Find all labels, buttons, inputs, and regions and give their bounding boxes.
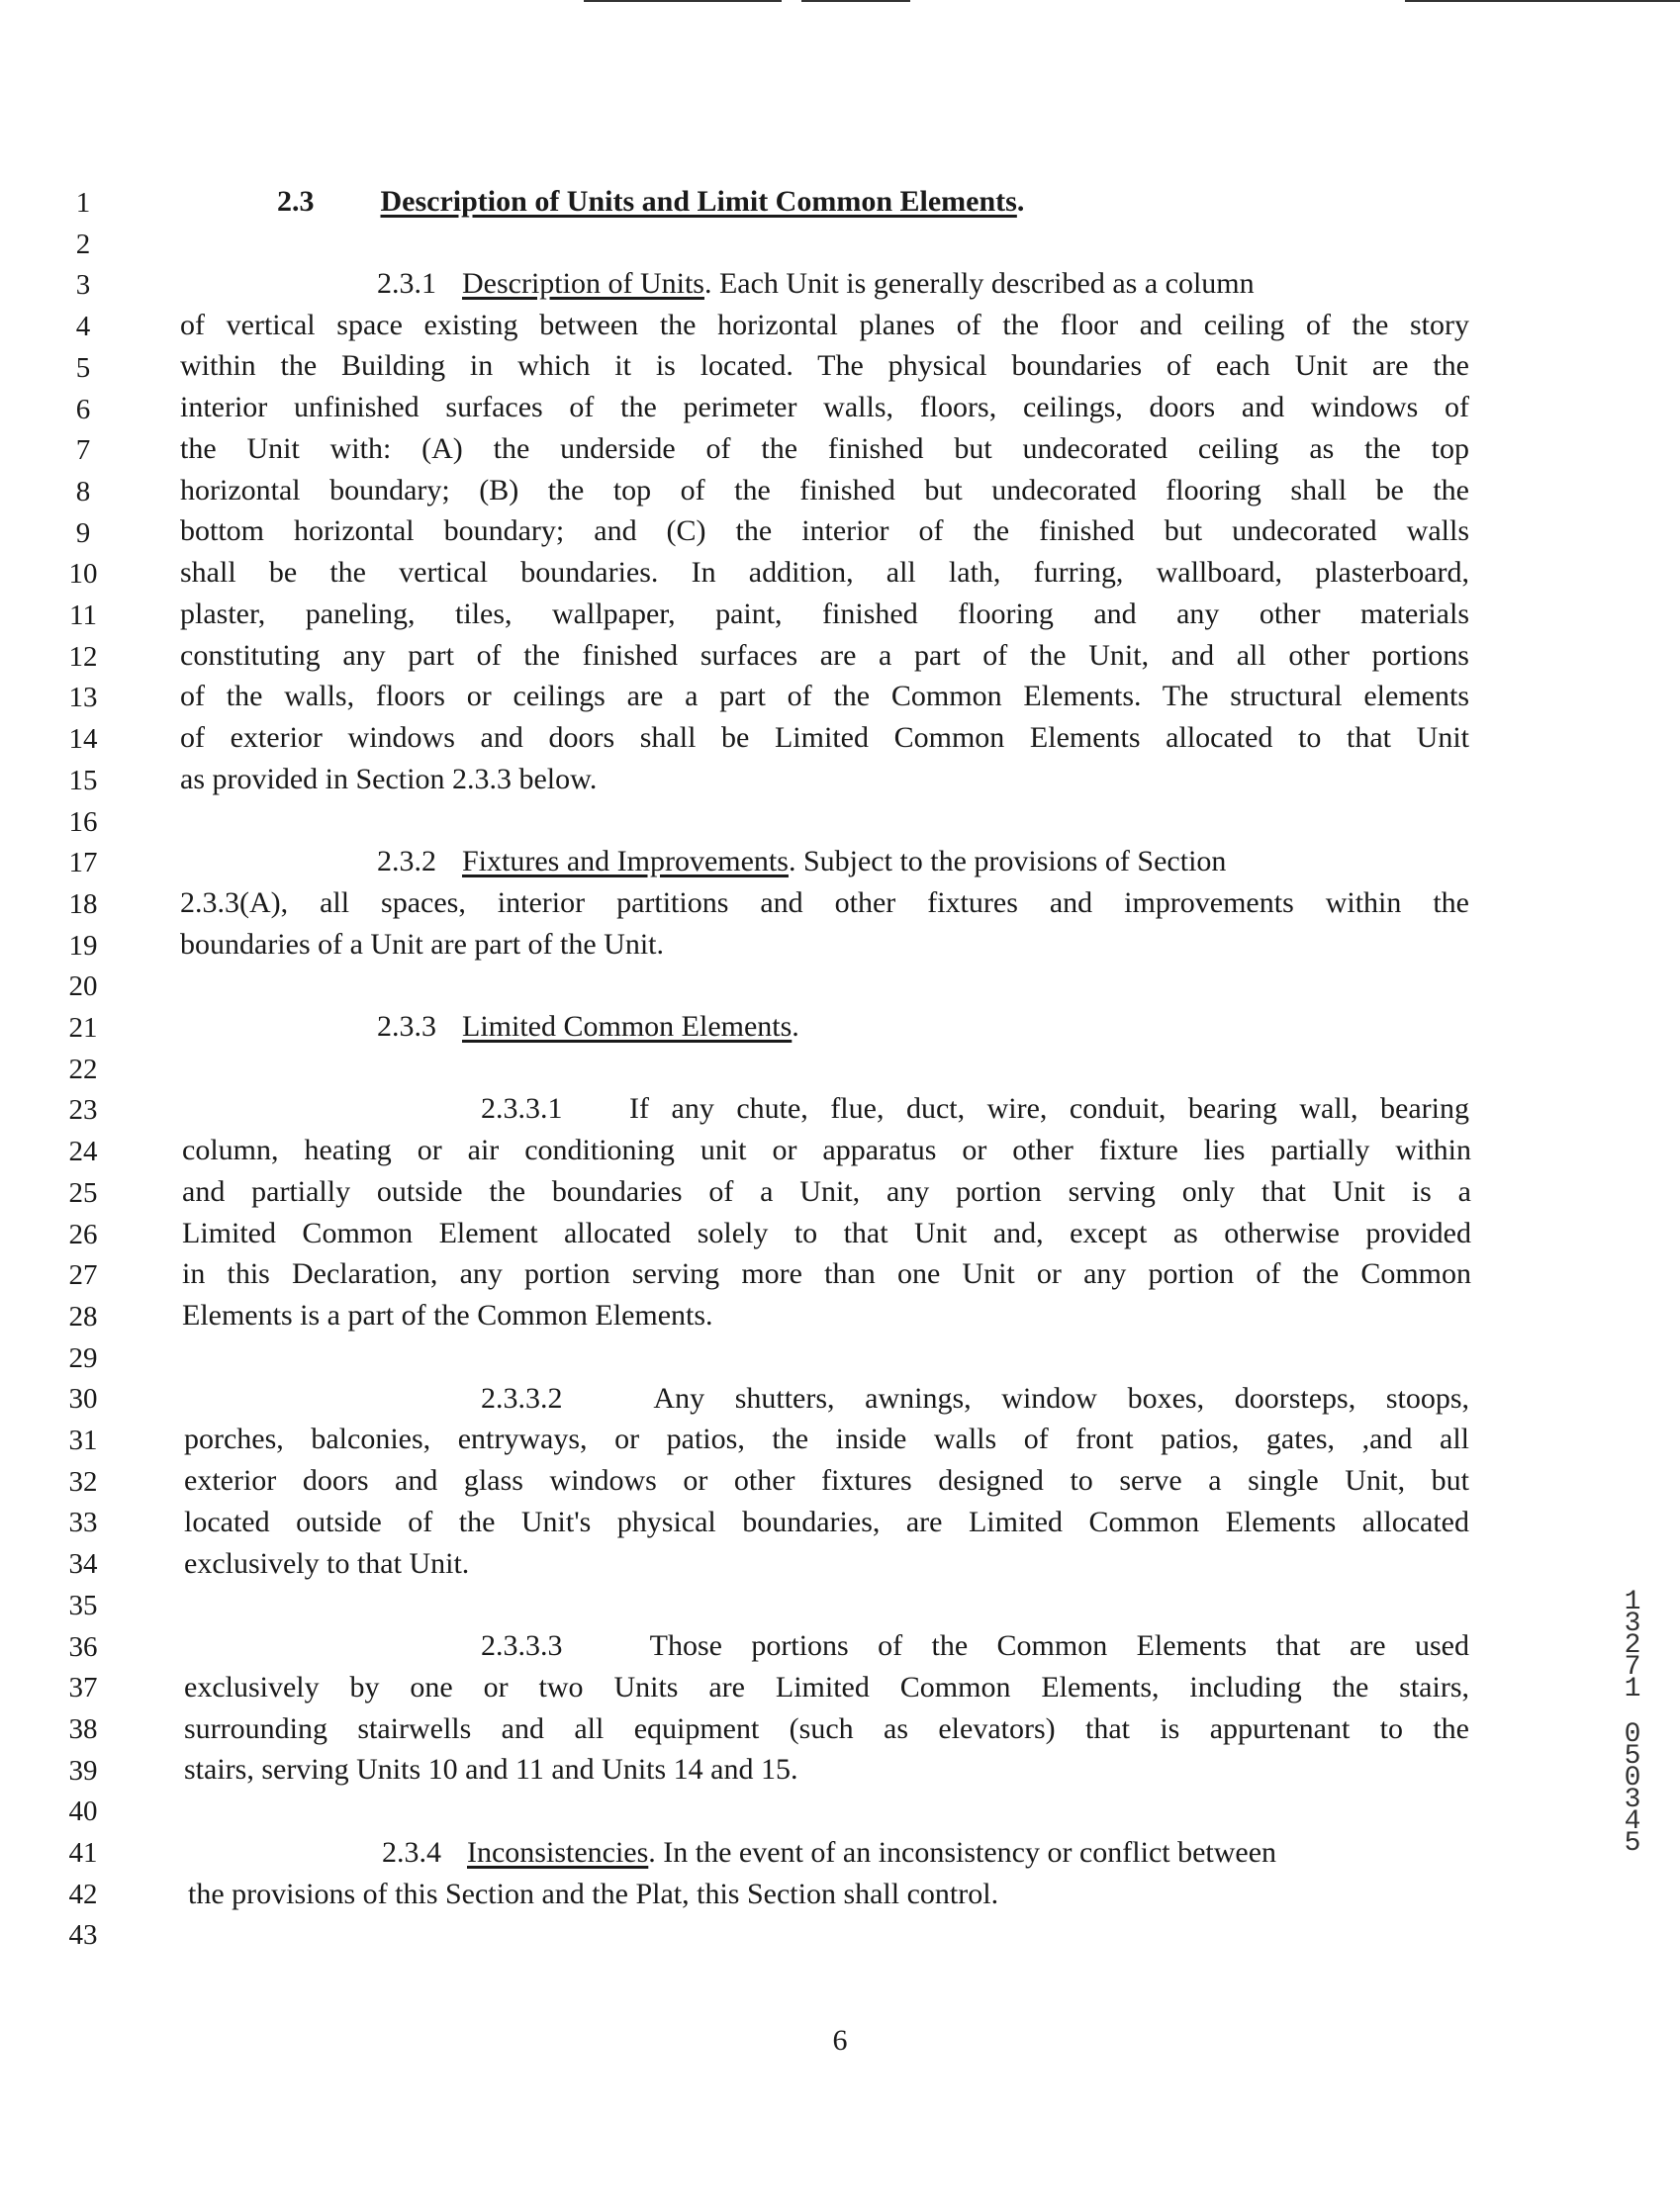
line-number: 4: [75, 311, 91, 342]
s2333-first-line: [481, 1630, 1469, 1662]
line-number: 1: [75, 187, 91, 219]
s231-line: bottom horizontal boundary; and (C) the interior of the finished but undecorated walls: [180, 514, 1469, 547]
line-number: 39: [68, 1755, 98, 1787]
s2331-line: Limited Common Element allocated solely to that Unit and, except as otherwise provided: [182, 1217, 1471, 1249]
line-number: 12: [68, 641, 98, 673]
line-number: 15: [68, 765, 98, 796]
line-number: 42: [68, 1879, 98, 1910]
s2331-first-line: [481, 1093, 1469, 1125]
line-number: 40: [68, 1796, 98, 1827]
heading-period: .: [1016, 185, 1025, 218]
s2332-line: exterior doors and glass windows or other fixtures designed to serve a single Unit, but: [184, 1464, 1469, 1497]
heading-number: 2.3: [277, 185, 315, 218]
line-number: 27: [68, 1259, 98, 1291]
s232-first-text: . Subject to the provisions of Section: [788, 845, 1227, 877]
line-number: 21: [68, 1012, 98, 1044]
top-scan-edge: [0, 0, 1680, 4]
line-number: 43: [68, 1919, 98, 1951]
line-number: 22: [68, 1054, 98, 1085]
stamp-digit: 4: [1624, 1806, 1641, 1837]
line-number: 11: [69, 599, 97, 631]
line-number: 9: [75, 517, 91, 549]
line-number: 3: [75, 269, 91, 301]
s232-last-line: boundaries of a Unit are part of the Unit.: [180, 928, 665, 961]
s231-line: interior unfinished surfaces of the perimeter walls, floors, ceilings, doors and windows of: [180, 391, 1469, 423]
s2331-last-line: Elements is a part of the Common Elements.: [182, 1299, 713, 1332]
line-number: 25: [68, 1177, 98, 1209]
line-number: 7: [75, 434, 91, 466]
stamp-digit: 7: [1624, 1652, 1641, 1683]
line-number: 36: [68, 1631, 98, 1663]
s233-title: Limited Common Elements: [462, 1010, 793, 1043]
s2331-line: and partially outside the boundaries of a Unit, any portion serving only that Unit is a: [182, 1175, 1471, 1208]
s2333-line: surrounding stairwells and all equipment (such as elevators) that is appurtenant to the: [184, 1712, 1469, 1745]
s234-first-text: . In the event of an inconsistency or conflict between: [648, 1836, 1277, 1869]
section-heading: [277, 186, 1566, 218]
s234-number: 2.3.4: [382, 1836, 441, 1869]
s232-first-line: [377, 846, 1469, 877]
s231-line: the Unit with: (A) the underside of the finished but undecorated ceiling as the top: [180, 432, 1469, 465]
s231-title: Description of Units: [462, 267, 704, 300]
stamp-digit: 1: [1624, 1674, 1641, 1704]
line-number: 41: [68, 1837, 98, 1869]
stamp-digit: 3: [1624, 1785, 1641, 1815]
line-number: 17: [68, 847, 98, 878]
s2332-first-line: [481, 1383, 1469, 1415]
line-number: 29: [68, 1342, 98, 1374]
s2333-first-text: Those portions of the Common Elements that are used: [649, 1629, 1469, 1662]
line-number: 10: [68, 558, 98, 590]
recording-number-stamp: [1603, 1587, 1662, 1878]
line-number: 26: [68, 1219, 98, 1250]
s232-title: Fixtures and Improvements: [462, 845, 789, 877]
line-number: 33: [68, 1507, 98, 1538]
line-number: 24: [68, 1136, 98, 1167]
s231-number: 2.3.1: [377, 267, 436, 300]
s231-line: within the Building in which it is located. The physical boundaries of each Unit are the: [180, 349, 1469, 382]
stamp-digit: 2: [1624, 1630, 1641, 1661]
s231-last-line: as provided in Section 2.3.3 below.: [180, 763, 598, 795]
s2333-last-line: stairs, serving Units 10 and 11 and Units 14 and 15.: [184, 1753, 798, 1786]
s2331-first-text: If any chute, flue, duct, wire, conduit, bearing wall, bearing: [629, 1092, 1470, 1125]
line-number: 2: [75, 229, 91, 260]
s234-title: Inconsistencies: [467, 1836, 649, 1869]
s233-number: 2.3.3: [377, 1010, 436, 1043]
stamp-digit: 5: [1624, 1741, 1641, 1772]
s2332-line: porches, balconies, entryways, or patios, the inside walls of front patios, gates, ,and all: [184, 1423, 1469, 1455]
stamp-digit: 0: [1624, 1763, 1641, 1794]
s2331-line: in this Declaration, any portion serving more than one Unit or any portion of the Common: [182, 1257, 1471, 1290]
s231-first-line: [377, 268, 1469, 300]
s2333-line: exclusively by one or two Units are Limited Common Elements, including the stairs,: [184, 1671, 1469, 1704]
heading-title: Description of Units and Limit Common Elements: [380, 185, 1017, 218]
line-number: 6: [75, 394, 91, 425]
line-number: 13: [68, 682, 98, 713]
s231-line: of exterior windows and doors shall be Limited Common Elements allocated to that Unit: [180, 721, 1469, 754]
s2331-number: 2.3.3.1: [481, 1092, 563, 1125]
line-number: 34: [68, 1548, 98, 1580]
s231-line: horizontal boundary; (B) the top of the finished but undecorated flooring shall be the: [180, 474, 1469, 506]
line-number: 38: [68, 1713, 98, 1745]
line-number: 30: [68, 1383, 98, 1415]
s234-last-line: the provisions of this Section and the Plat, this Section shall control.: [188, 1878, 999, 1910]
s2332-last-line: exclusively to that Unit.: [184, 1547, 470, 1580]
s2332-line: located outside of the Unit's physical boundaries, are Limited Common Elements allocated: [184, 1506, 1469, 1538]
line-number: 32: [68, 1466, 98, 1498]
line-number: 5: [75, 352, 91, 384]
s234-first-line: [382, 1837, 1472, 1869]
s2331-line: column, heating or air conditioning unit or apparatus or other fixture lies partially within: [182, 1134, 1471, 1166]
line-number: 14: [68, 723, 98, 755]
line-number: 23: [68, 1094, 98, 1126]
line-number: 35: [68, 1590, 98, 1621]
line-number: 19: [68, 930, 98, 962]
line-number: 18: [68, 888, 98, 920]
s231-line: shall be the vertical boundaries. In addition, all lath, furring, wallboard, plasterboard,: [180, 556, 1469, 589]
line-number: 8: [75, 476, 91, 507]
page-number: 6: [832, 2024, 848, 2057]
s2333-number: 2.3.3.3: [481, 1629, 563, 1662]
s231-line: of the walls, floors or ceilings are a part of the Common Elements. The structural elements: [180, 680, 1469, 712]
s233-heading: [377, 1011, 1469, 1043]
s232-number: 2.3.2: [377, 845, 436, 877]
line-number: 28: [68, 1301, 98, 1333]
line-number: 20: [68, 970, 98, 1002]
s231-line: constituting any part of the finished surfaces are a part of the Unit, and all other portions: [180, 639, 1469, 672]
stamp-digit: 0: [1624, 1719, 1641, 1750]
line-number: 31: [68, 1425, 98, 1456]
stamp-digit: 5: [1624, 1828, 1641, 1859]
s231-line: plaster, paneling, tiles, wallpaper, paint, finished flooring and any other materials: [180, 598, 1469, 630]
line-number: 16: [68, 806, 98, 838]
stamp-digit: 1: [1624, 1587, 1641, 1617]
s2332-first-text: Any shutters, awnings, window boxes, doorsteps, stoops,: [653, 1382, 1470, 1415]
s231-line: of vertical space existing between the horizontal planes of the floor and ceiling of the story: [180, 309, 1469, 341]
s231-first-text: . Each Unit is generally described as a column: [703, 267, 1255, 300]
s2332-number: 2.3.3.2: [481, 1382, 563, 1415]
line-number: 37: [68, 1672, 98, 1704]
stamp-digit: 3: [1624, 1609, 1641, 1639]
s232-line: 2.3.3(A), all spaces, interior partitions and other fixtures and improvements within the: [180, 886, 1469, 919]
s233-period: .: [792, 1010, 799, 1043]
